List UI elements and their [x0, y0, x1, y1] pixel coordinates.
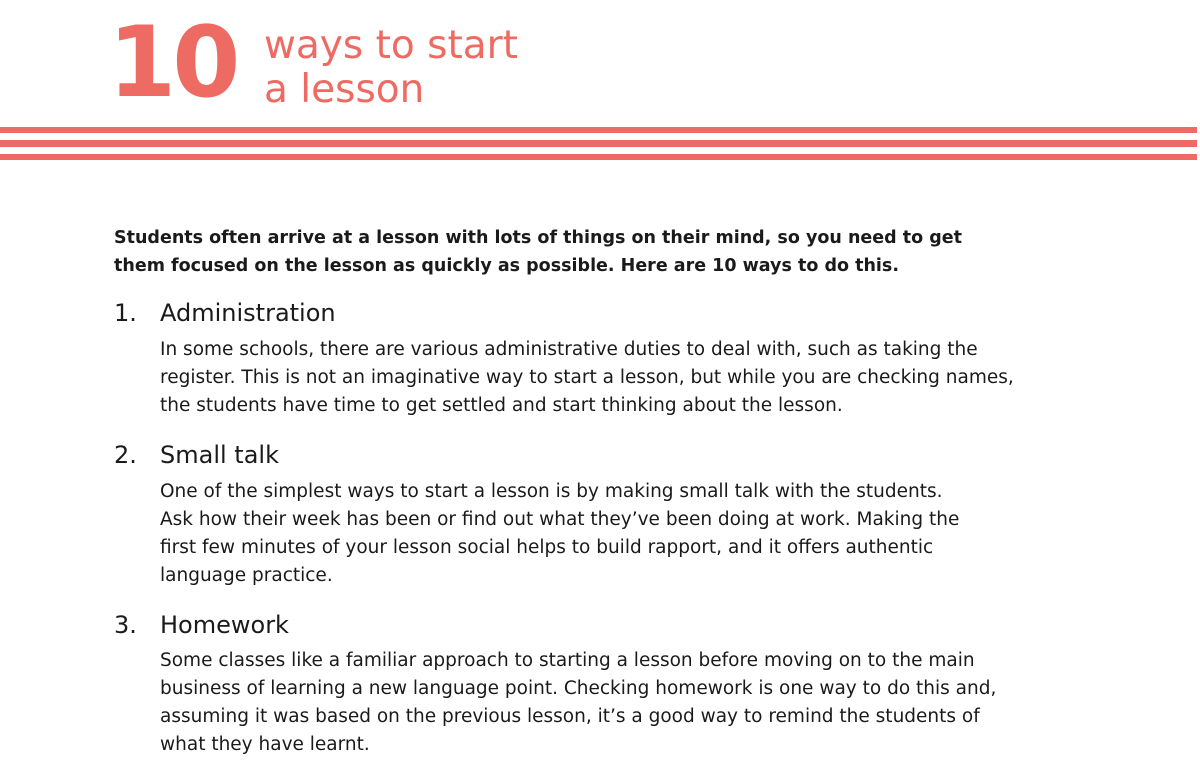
- decorative-stripe: [0, 154, 1197, 160]
- decorative-stripe: [0, 127, 1197, 133]
- title-number: 10: [108, 6, 237, 120]
- body-line: Ask how their week has been or find out what they’ve been doing at work. Making the: [160, 509, 960, 530]
- intro-paragraph: [114, 224, 1034, 280]
- body-line: first few minutes of your lesson social helps to build rapport, and it offers authentic: [160, 537, 934, 558]
- body-line: business of learning a new language point. Checking homework is one way to do this and,: [160, 678, 997, 699]
- item-body-administration: [160, 336, 1170, 420]
- body-line: the students have time to get settled and start thinking about the lesson.: [160, 395, 843, 416]
- item-heading-homework: [114, 608, 289, 642]
- item-body-homework: [160, 647, 1170, 759]
- body-line: In some schools, there are various administrative duties to deal with, such as taking the: [160, 339, 978, 360]
- decorative-stripe: [0, 140, 1197, 147]
- intro-line: them focused on the lesson as quickly as possible. Here are 10 ways to do this.: [114, 256, 899, 276]
- body-line: language practice.: [160, 565, 333, 586]
- item-number: 2.: [114, 441, 137, 469]
- title-line-2: a lesson: [264, 67, 425, 112]
- item-heading-small-talk: [114, 438, 279, 472]
- body-line: assuming it was based on the previous lesson, it’s a good way to remind the students of: [160, 706, 980, 727]
- page-header: [0, 0, 1200, 170]
- body-line: Some classes like a familiar approach to starting a lesson before moving on to the main: [160, 650, 975, 671]
- title-line-1: ways to start: [264, 23, 518, 68]
- item-title: Homework: [160, 611, 289, 639]
- body-line: One of the simplest ways to start a lesson is by making small talk with the students.: [160, 481, 943, 502]
- item-number: 1.: [114, 299, 137, 327]
- body-line: register. This is not an imaginative way to start a lesson, but while you are checking names,: [160, 367, 1014, 388]
- item-title: Small talk: [160, 441, 279, 469]
- item-body-small-talk: [160, 478, 1170, 590]
- item-heading-administration: [114, 296, 336, 330]
- intro-line: Students often arrive at a lesson with lots of things on their mind, so you need to get: [114, 228, 962, 248]
- body-line: what they have learnt.: [160, 734, 370, 755]
- item-number: 3.: [114, 611, 137, 639]
- item-title: Administration: [160, 299, 336, 327]
